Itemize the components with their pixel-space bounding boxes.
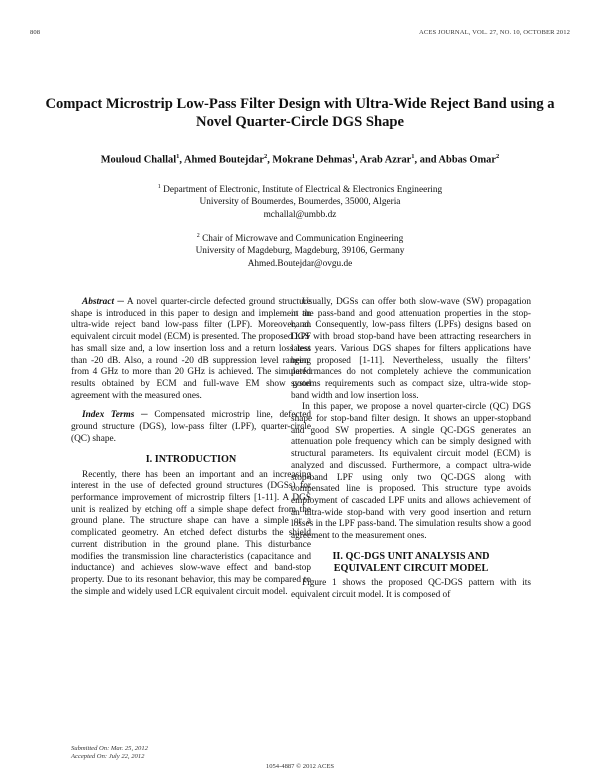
- section-heading-introduction: I. INTRODUCTION: [145, 454, 237, 466]
- author-name: Arab Azrar: [359, 154, 412, 166]
- affiliation-2-email: Ahmed.Boutejdar@ovgu.de: [247, 258, 353, 269]
- intro-paragraph-2: Usually, DGSs can offer both slow-wave (SW) propagation in the pass-band and good attenuation properties in the stop-band. Consequently, low-pass filters (LPFs) designs based on DGS with broad stop-band have been attracting researchers in latest years. Various DGS shapes for filters applications have been proposed [1-11]. Nevertheless, usually the filters’ performances do not completely achieve the communication systems requirements such as compact size, ultra-wide stop-band width and low insertion loss.: [291, 297, 531, 401]
- author-list: Mouloud Challal$^1$, Ahmed Boutejdar$^2$, Mokrane Dehmas$^1$, Arab Azrar$^1$, and Abbas Omar$^2$: [100, 153, 500, 166]
- section-heading-qc-dgs: [291, 551, 531, 575]
- abstract-label: Abstract: [82, 297, 115, 307]
- abstract: [71, 297, 311, 402]
- affiliation-2-number: 2: [196, 233, 200, 239]
- affiliation-1: [60, 181, 540, 221]
- section2-paragraph-1: Figure 1 shows the proposed QC-DGS pattern with its equivalent circuit model. It is composed of: [291, 578, 531, 600]
- affiliation-2-line1: $^2$ Chair of Microwave and Communication Engineering: [196, 233, 404, 245]
- affiliation-1-number: 1: [157, 184, 161, 190]
- page-footer: 1054-4887 © 2012 ACES: [265, 763, 335, 770]
- author-affiliation-mark: 1: [176, 153, 180, 160]
- page-number: 808: [30, 29, 41, 36]
- section-heading-line2: EQUIVALENT CIRCUIT MODEL: [333, 562, 489, 574]
- affiliation-2-line2: University of Magdeburg, Magdeburg, 39106, Germany: [195, 246, 405, 257]
- index-terms-text: ─ Compensated microstrip line, defected ground structure (DGS), low-pass filter (LPF), quarter-circle (QC) shape.: [71, 410, 311, 444]
- author-affiliation-mark: 1: [411, 153, 415, 160]
- section-heading-line1: II. QC-DGS UNIT ANALYSIS AND: [332, 550, 490, 562]
- accepted-date: Accepted On: July 22, 2012: [71, 752, 145, 760]
- author-name: Abbas Omar: [438, 154, 496, 166]
- submitted-date: Submitted On: Mar. 25, 2012: [71, 745, 148, 752]
- abstract-text: ─ A novel quarter-circle defected ground structure shape is introduced in this paper to design and implement an ultra-wide reject band low-pass filter (LPF). Moreover, an equivalent circuit model (ECM) is presented. The proposed LPF has small size and, a low insertion loss and a return loss less than -20 dB. Also, a round -20 dB suppression level ranging from 4 GHz to more than 20 GHz is achieved. The simulated results obtained by ECM and full-wave EM show good agreement with the measured ones.: [71, 297, 311, 401]
- affiliation-1-line1: $^1$ Department of Electronic, Institute of Electrical & Electronics Engineering: [157, 184, 443, 196]
- affiliation-2: [60, 230, 540, 270]
- author-affiliation-mark: 2: [495, 153, 500, 160]
- author-name: Ahmed Boutejdar: [183, 154, 264, 166]
- affiliation-1-line2: University of Boumerdes, Boumerdes, 35000, Algeria: [199, 197, 401, 208]
- index-terms-label: Index Terms: [82, 410, 135, 421]
- author-name: Mouloud Challal: [100, 154, 177, 166]
- intro-paragraph-1: Recently, there has been an important and an increasing interest in the use of defected ground structures (DGSs) for performance improvement of microstrip filters [1-11]. A DGS unit is realized by etching off a simple shape defect from the ground plane. The structure shape can have a simple or a complicated geometry. An etched defect disturbs the shield current distribution in the ground plane. This disturbance modifies the transmission line characteristics (capacitance and inductance) and achieves slow-wave effect and band-stop property. Due to its resonant behavior, this may be compared to the simple and widely used LCR equivalent circuit model.: [71, 469, 311, 597]
- right-column: [291, 297, 531, 602]
- index-terms: [71, 410, 311, 445]
- journal-header: ACES JOURNAL, VOL. 27, NO. 10, OCTOBER 2012: [419, 29, 570, 36]
- submission-footnote: [71, 745, 148, 760]
- affiliation-1-email: mchallal@umbb.dz: [263, 209, 337, 220]
- paper-title: Compact Microstrip Low-Pass Filter Design with Ultra-Wide Reject Band using a Novel Quarter-Circle DGS Shape: [45, 96, 555, 130]
- left-column: [71, 297, 311, 598]
- intro-paragraph-3: In this paper, we propose a novel quarter-circle (QC) DGS shape for stop-band filter design. It shows an upper-stopband and good SW properties. A single QC-DGS generates an attenuation pole frequency which can be simply designed with structural parameters. Its equivalent circuit model (ECM) is analyzed and discussed. Furthermore, a compact ultra-wide stop-band LPF using only two QC-DGS along with compensated line is proposed. This structure type avoids employment of cascaded LPF units and allows achievement of an ultra-wide stop-band with very good insertion and return losses in the LPF pass-band. The simulation results show a good agreement to the measurement ones.: [291, 402, 531, 542]
- author-affiliation-mark: 2: [263, 153, 268, 160]
- author-name: Mokrane Dehmas: [272, 154, 352, 166]
- author-affiliation-mark: 1: [351, 153, 356, 160]
